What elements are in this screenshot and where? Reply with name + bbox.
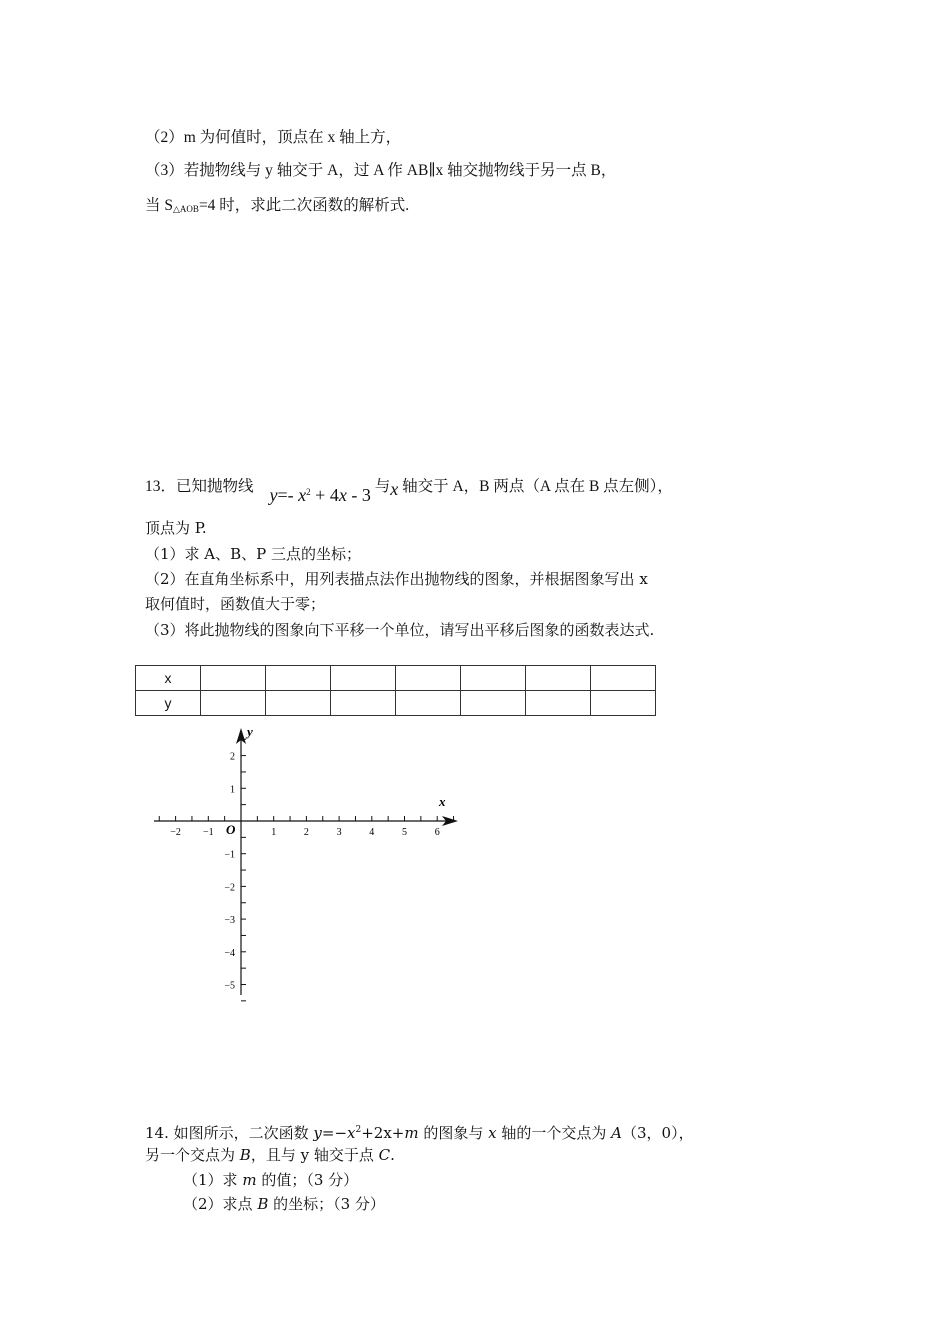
origin-label: O — [226, 822, 236, 837]
table-cell[interactable] — [201, 666, 266, 691]
q12-part2: （2）m 为何值时，顶点在 x 轴上方， — [145, 129, 402, 146]
y-tick-label: 1 — [230, 784, 235, 796]
y-axis-label: y — [247, 724, 253, 739]
table-cell[interactable] — [331, 666, 396, 691]
q13-part2a: （2）在直角坐标系中，用列表描点法作出抛物线的图象，并根据图象写出 x — [145, 570, 648, 588]
table-cell[interactable] — [591, 666, 656, 691]
x-tick-label: 3 — [336, 827, 342, 838]
coordinate-graph — [140, 720, 470, 1010]
table-cell[interactable] — [266, 666, 331, 691]
x-ticks — [159, 816, 453, 838]
table-cell[interactable] — [201, 691, 266, 716]
x-tick-label: 1 — [271, 827, 277, 838]
q14-line1: 14. 如图所示，二次函数 $y=-x^2+2x+m$ 的图象与 x 轴的一个交点为 A（3，0）， — [145, 1124, 694, 1142]
x-tick-label: 4 — [369, 827, 375, 838]
q13-part3: （3）将此抛物线的图象向下平移一个单位，请写出平移后图象的函数表达式. — [145, 621, 655, 639]
value-table — [135, 665, 656, 716]
y-tick-label: −3 — [224, 915, 235, 927]
y-tick-label: −4 — [224, 947, 235, 959]
q13-stem: 13．已知抛物线 y=- $x^2 + 4x - 3$ 与x 轴交于 A，B 两点（A 点在 B 点左侧）， — [145, 478, 673, 505]
table-cell[interactable] — [461, 691, 526, 716]
y-tick-label: −5 — [224, 980, 235, 992]
table-row-x — [136, 666, 656, 691]
x-tick-label: 6 — [434, 827, 440, 838]
table-cell[interactable] — [396, 691, 461, 716]
x-axis-label: x — [439, 794, 446, 809]
y-tick-label: −1 — [224, 849, 235, 861]
table-cell[interactable] — [266, 691, 331, 716]
axes — [154, 728, 458, 995]
y-tick-label: −2 — [224, 882, 235, 894]
table-cell[interactable] — [396, 666, 461, 691]
table-cell[interactable] — [526, 691, 591, 716]
table-header-y: y — [136, 691, 201, 716]
x-tick-label: −1 — [202, 827, 214, 838]
q13-line2: 顶点为 P. — [145, 519, 207, 537]
x-tick-label: 2 — [303, 827, 309, 838]
x-tick-label: 5 — [402, 827, 407, 838]
q14-part2: （2）求点 B 的坐标；（3 分） — [183, 1195, 385, 1213]
y-ticks — [224, 739, 246, 1001]
q13-part2b: 取何值时，函数值大于零； — [145, 595, 326, 613]
table-cell[interactable] — [331, 691, 396, 716]
table-cell[interactable] — [526, 666, 591, 691]
table-cell[interactable] — [591, 691, 656, 716]
table-row-y — [136, 691, 656, 716]
q12-part3: （3）若抛物线与 y 轴交于 A，过 A 作 AB∥x 轴交抛物线于另一点 B， — [145, 162, 617, 179]
x-tick-label: −2 — [170, 827, 181, 838]
q12-part3-cont: 当 $S_{\triangle AOB}=4$ 时，求此二次函数的解析式. — [145, 197, 410, 214]
table-header-x: x — [136, 666, 201, 691]
y-tick-label: 2 — [230, 751, 235, 763]
q14-part1: （1）求 m 的值；（3 分） — [183, 1171, 359, 1189]
q13-part1: （1）求 A、B、P 三点的坐标； — [145, 545, 362, 563]
q14-line2: 另一个交点为 B，且与 y 轴交于点 C. — [145, 1146, 395, 1164]
table-cell[interactable] — [461, 666, 526, 691]
